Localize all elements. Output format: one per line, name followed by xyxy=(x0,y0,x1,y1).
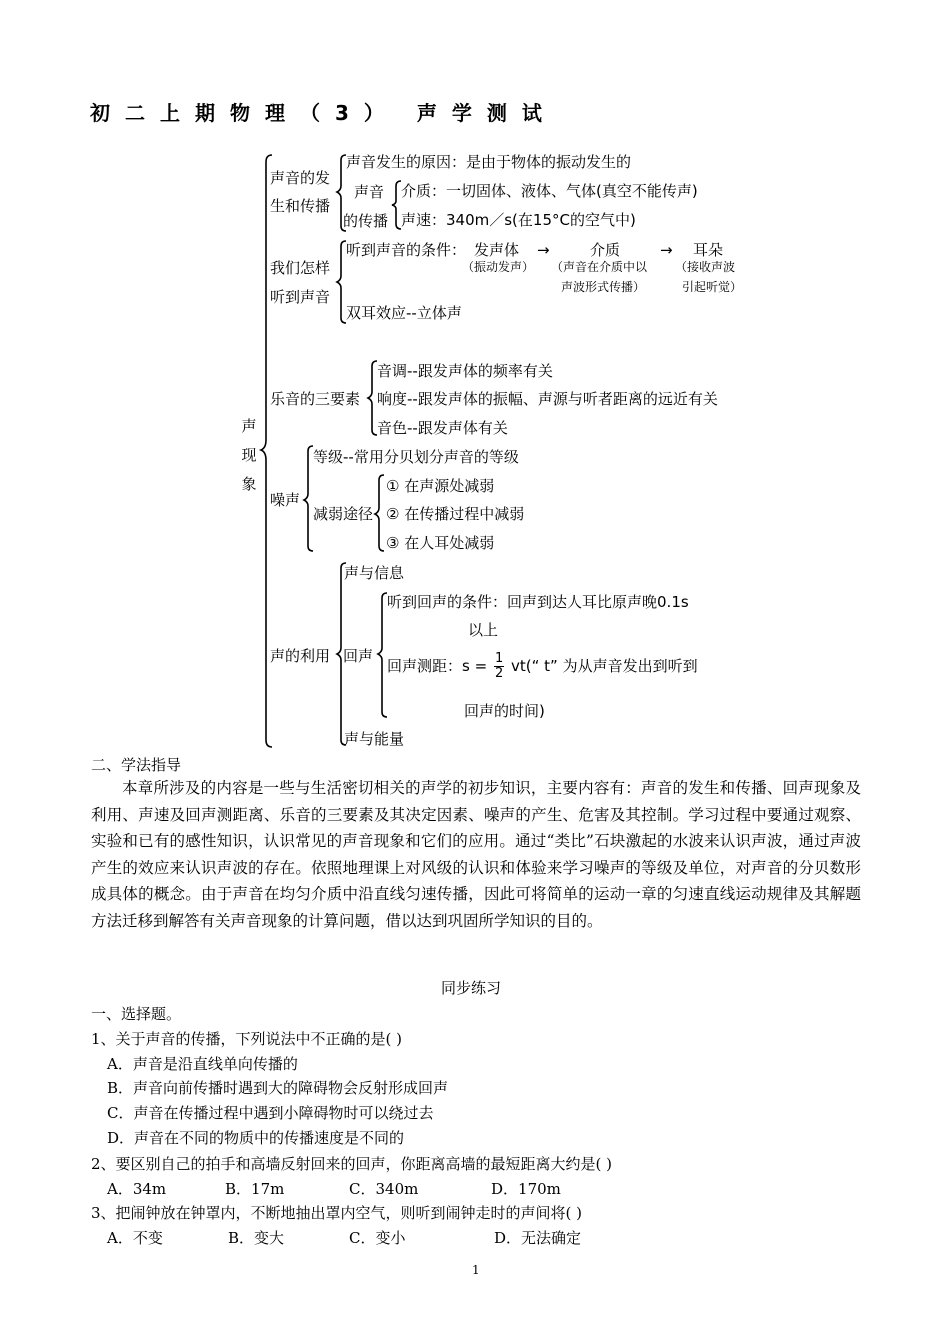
title-part1: 初二上期物理（3） xyxy=(90,101,399,125)
q3-option-b: B．变大 xyxy=(228,1229,285,1247)
b5-echo-cond-line1: 听到回声的条件：回声到达人耳比原声晚0.1s xyxy=(387,593,689,611)
q1-option-c: C．声音在传播过程中遇到小障碍物时可以绕过去 xyxy=(107,1104,434,1122)
q1-stem: 1、关于声音的传播，下列说法中不正确的是( ) xyxy=(91,1030,403,1048)
q1-option-d: D．声音在不同的物质中的传播速度是不同的 xyxy=(107,1129,405,1147)
b4-level: 等级--常用分贝划分声音的等级 xyxy=(313,448,519,466)
title-part2: 声学测试 xyxy=(416,101,557,125)
b2-node-source-sub: （振动发声） xyxy=(462,260,535,274)
q2-option-b: B．17m xyxy=(225,1180,285,1198)
b1-label-line2: 生和传播 xyxy=(270,197,331,215)
b5-frac-den: 2 xyxy=(494,666,504,681)
b2-arrow2: → xyxy=(660,241,673,259)
q2-option-c: C．340m xyxy=(349,1180,419,1198)
spread-brace xyxy=(392,181,401,229)
b2-node-medium-sub1: （声音在介质中以 xyxy=(551,260,648,274)
b2-node-medium-sub2: 声波形式传播） xyxy=(561,280,646,294)
b1-spread-line2: 的传播 xyxy=(343,212,389,230)
b4-reduce-3: ③ 在人耳处减弱 xyxy=(386,534,495,552)
b5-echo-dist-suffix: vt(“ t” 为从声音发出到听到 xyxy=(511,657,698,675)
b4-brace xyxy=(304,446,313,551)
q3-option-a: A．不变 xyxy=(107,1229,163,1247)
b5-info: 声与信息 xyxy=(344,564,405,582)
b1-spread-line1: 声音 xyxy=(354,183,385,201)
b1-medium: 介质：一切固体、液体、气体(真空不能传声) xyxy=(401,182,698,200)
b5-echo-fraction xyxy=(494,652,504,681)
q2-option-d: D．170m xyxy=(491,1180,561,1198)
b5-energy: 声与能量 xyxy=(344,730,405,748)
b5-label: 声的利用 xyxy=(270,647,331,665)
reduce-brace xyxy=(375,475,384,551)
b2-label-line1: 我们怎样 xyxy=(270,259,331,277)
b2-binaural: 双耳效应--立体声 xyxy=(346,304,462,322)
q2-option-a: A．34m xyxy=(107,1180,167,1198)
page-number: 1 xyxy=(472,1263,480,1277)
b3-timbre: 音色--跟发声体有关 xyxy=(377,419,508,437)
b5-frac-num: 1 xyxy=(494,651,504,666)
b5-echo-distance xyxy=(387,652,698,681)
b3-loudness: 响度--跟发声体的振幅、声源与听者距离的远近有关 xyxy=(377,390,718,408)
b2-node-ear-sub1: （接收声波 xyxy=(675,260,736,274)
q3-stem: 3、把闹钟放在钟罩内，不断地抽出罩内空气，则听到闹钟走时的声间将( ) xyxy=(91,1204,583,1222)
section2-paragraph: 本章所涉及的内容是一些与生活密切相关的声学的初步知识，主要内容有：声音的发生和传播、回声现象及利用、声速及回声测距离、乐音的三要素及其决定因素、噪声的产生、危害及其控制。学习过程中要通过观察、实验和已有的感性知识，认识常见的声音现象和它们的应用。通过“类比”石块激起的水波来认识声波，通过声波产生的效应来认识声波的存在。依照地理课上对风级的认识和体验来学习噪声的等级及单位，对声音的分贝数形成具体的概念。由于声音在均匀介质中沿直线匀速传播，因此可将简单的运动一章的匀速直线运动规律及其解题方法迁移到解答有关声音现象的计算问题，借以达到巩固所学知识的目的。 xyxy=(91,779,861,930)
b5-echo-cond-line2: 以上 xyxy=(468,621,499,639)
b5-echo-dist-line2: 回声的时间) xyxy=(464,702,545,720)
echo-brace xyxy=(378,593,387,717)
b2-node-ear-sub2: 引起听觉） xyxy=(682,280,743,294)
b3-label: 乐音的三要素 xyxy=(270,390,361,408)
b1-cause: 声音发生的原因：是由于物体的振动发生的 xyxy=(346,153,632,171)
q1-option-b: B．声音向前传播时遇到大的障碍物会反射形成回声 xyxy=(107,1079,449,1097)
b2-brace xyxy=(337,241,346,323)
section1-heading: 一、选择题。 xyxy=(91,1005,182,1023)
q3-option-d: D．无法确定 xyxy=(494,1229,582,1247)
b2-cond-prefix: 听到声音的条件： xyxy=(346,241,467,259)
b3-brace xyxy=(368,361,377,435)
b2-node-medium: 介质 xyxy=(590,241,621,259)
b2-node-source: 发声体 xyxy=(474,241,520,259)
practice-title: 同步练习 xyxy=(441,979,502,997)
b2-node-ear: 耳朵 xyxy=(693,241,724,259)
root-label: 声现象 xyxy=(241,417,257,493)
q2-stem: 2、要区别自己的拍手和高墙反射回来的回声，你距离高墙的最短距离大约是( ) xyxy=(91,1155,613,1173)
b4-label: 噪声 xyxy=(270,491,301,509)
b2-arrow1: → xyxy=(537,241,550,259)
q3-option-c: C．变小 xyxy=(349,1229,406,1247)
b4-reduce-2: ② 在传播过程中减弱 xyxy=(386,505,525,523)
b5-echo: 回声 xyxy=(343,647,374,665)
b3-pitch: 音调--跟发声体的频率有关 xyxy=(377,362,553,380)
b1-label-line1: 声音的发 xyxy=(270,169,331,187)
section2-heading: 二、学法指导 xyxy=(91,756,182,774)
b5-echo-dist-prefix: 回声测距：s = xyxy=(387,657,488,675)
b4-reduce-1: ① 在声源处减弱 xyxy=(386,477,495,495)
b4-reduce: 减弱途径 xyxy=(313,505,374,523)
q1-option-a: A．声音是沿直线单向传播的 xyxy=(107,1055,298,1073)
b1-speed: 声速：340m／s(在15°C的空气中) xyxy=(401,211,636,229)
b2-label-line2: 听到声音 xyxy=(270,288,331,306)
